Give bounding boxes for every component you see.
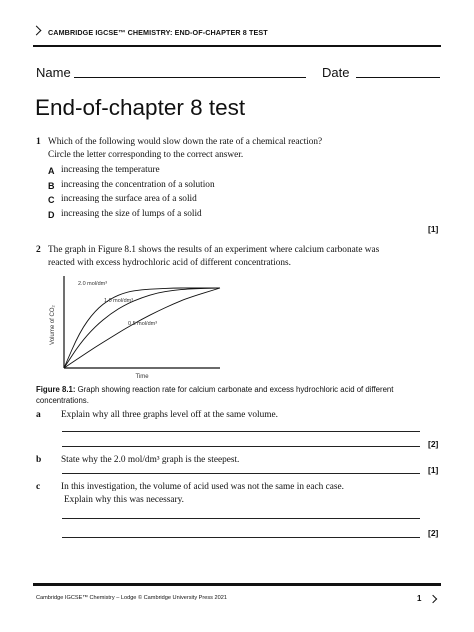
option-d-letter[interactable]: D <box>48 210 55 220</box>
figure-caption <box>36 384 436 406</box>
answer-line[interactable] <box>62 537 420 538</box>
question-1-line-2: Circle the letter corresponding to the correct answer. <box>48 150 244 160</box>
series-1-0-label: 1.0 mol/dm³ <box>104 298 134 304</box>
answer-line[interactable] <box>62 518 420 519</box>
answer-line[interactable] <box>62 473 420 474</box>
x-axis-label: Time <box>135 374 149 380</box>
part-b-marks: [1] <box>428 465 439 475</box>
option-b-letter[interactable]: B <box>48 181 55 191</box>
footer-rule <box>33 583 441 586</box>
part-a-marks: [2] <box>428 439 439 449</box>
series-2-0-label: 2.0 mol/dm³ <box>78 281 108 287</box>
part-c-text <box>61 481 344 507</box>
part-c-line-2: Explain why this was necessary. <box>64 495 184 505</box>
date-field[interactable] <box>356 77 440 78</box>
option-c-letter[interactable]: C <box>48 195 55 205</box>
name-label: Name <box>36 65 71 80</box>
part-a-letter: a <box>36 410 41 420</box>
figure-8-1-chart <box>44 272 234 384</box>
part-c-line-1: In this investigation, the volume of acid used was not the same in each case. <box>61 482 344 492</box>
name-field[interactable] <box>74 77 306 78</box>
option-a-text: increasing the temperature <box>61 165 160 175</box>
question-2-number: 2 <box>36 245 41 255</box>
running-header: CAMBRIDGE IGCSE™ CHEMISTRY: END-OF-CHAPTER 8 TEST <box>48 28 268 37</box>
option-c-text: increasing the surface area of a solid <box>61 194 197 204</box>
part-b-text: State why the 2.0 mol/dm³ graph is the steepest. <box>61 455 240 465</box>
page-title: End-of-chapter 8 test <box>35 95 246 120</box>
header-rule <box>33 45 441 47</box>
answer-line[interactable] <box>62 446 420 447</box>
option-a-letter[interactable]: A <box>48 166 55 176</box>
question-1-text <box>48 136 322 162</box>
part-c-marks: [2] <box>428 528 439 538</box>
series-0-5-label: 0.5 mol/dm³ <box>128 321 158 327</box>
series-2-0-curve <box>64 288 220 368</box>
answer-line[interactable] <box>62 431 420 432</box>
question-2-line-2: reacted with excess hydrochloric acid of different concentrations. <box>48 258 291 268</box>
chevron-right-icon <box>32 26 42 36</box>
series-1-0-curve <box>64 288 220 368</box>
next-page-icon[interactable] <box>429 595 437 603</box>
question-1-marks: [1] <box>428 224 439 234</box>
option-b-text: increasing the concentration of a solution <box>61 180 215 190</box>
part-a-text: Explain why all three graphs level off at the same volume. <box>61 410 278 420</box>
series-0-5-curve <box>64 288 220 368</box>
part-b-letter: b <box>36 455 42 465</box>
question-1-number: 1 <box>36 137 41 147</box>
figure-label: Figure 8.1: <box>36 385 76 394</box>
option-d-text: increasing the size of lumps of a solid <box>61 209 202 219</box>
question-2-line-1: The graph in Figure 8.1 shows the results of an experiment where calcium carbonate was <box>48 245 380 255</box>
page-number: 1 <box>417 594 422 603</box>
y-axis-label: Volume of CO₂ <box>50 305 56 345</box>
figure-caption-text: Graph showing reaction rate for calcium carbonate and excess hydrochloric acid of different concentrations. <box>36 385 394 405</box>
question-2-text <box>48 244 379 270</box>
date-label: Date <box>322 65 350 80</box>
footer-copyright: Cambridge IGCSE™ Chemistry – Lodge © Cambridge University Press 2021 <box>36 595 227 601</box>
question-1-line-1: Which of the following would slow down the rate of a chemical reaction? <box>48 137 323 147</box>
part-c-letter: c <box>36 482 41 492</box>
